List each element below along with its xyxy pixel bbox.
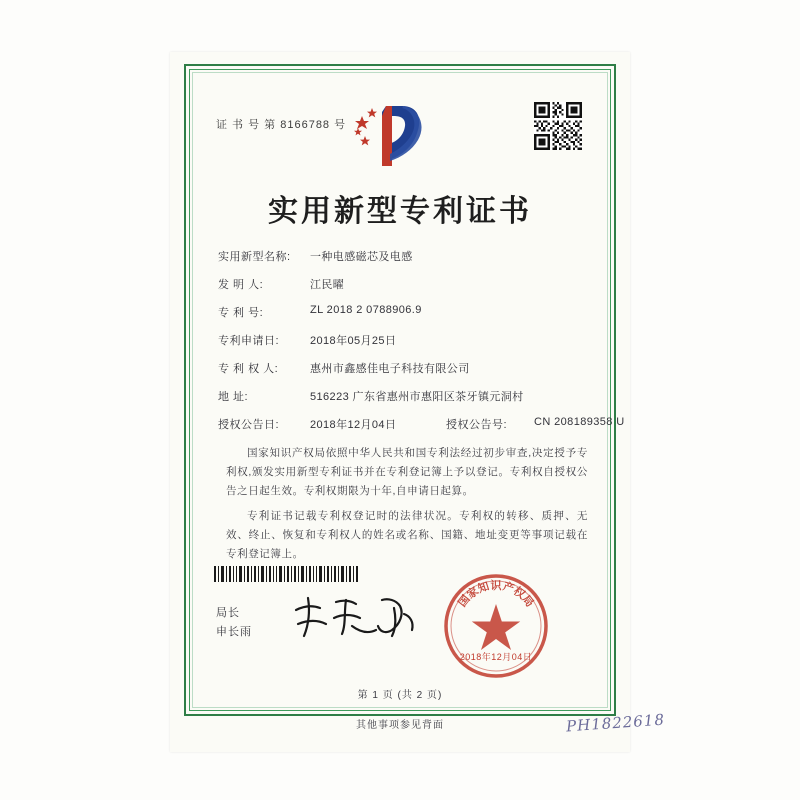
patent-emblem-icon <box>348 100 428 172</box>
certificate-document <box>170 52 630 752</box>
field-row <box>218 388 590 416</box>
corner-ornament-top-right <box>580 64 616 100</box>
page-title: 实用新型专利证书 <box>268 194 532 229</box>
official-seal <box>442 572 550 680</box>
svg-text:国: 国 <box>455 592 473 610</box>
field-label-grant-publication-number: 授权公告号: <box>446 419 508 431</box>
corner-ornament-top-left <box>184 64 220 100</box>
svg-text:产: 产 <box>501 579 516 596</box>
field-row <box>218 248 590 276</box>
signature-name-label: 申长雨 <box>216 626 252 638</box>
field-row <box>218 304 590 332</box>
field-label-patent-number: 专 利 号: <box>218 307 264 319</box>
field-label-utility-model-name: 实用新型名称: <box>218 251 291 263</box>
legal-body-text <box>226 444 588 570</box>
field-label-grant-date: 授权公告日: <box>218 419 280 431</box>
svg-text:局: 局 <box>519 592 537 610</box>
field-value-inventor: 江民曜 <box>310 279 345 291</box>
field-list <box>218 248 625 444</box>
field-row <box>218 276 590 304</box>
qr-code <box>534 102 582 150</box>
svg-text:识: 识 <box>490 579 502 592</box>
legal-paragraph-1: 国家知识产权局依照中华人民共和国专利法经过初步审查,决定授予专利权,颁发实用新型专利证书并在专利登记簿上予以登记。专利权自授权公告之日起生效。专利权期限为十年,自申请日起算。 <box>226 447 588 497</box>
field-label-address: 地 址: <box>218 391 249 403</box>
field-row-grant <box>218 416 625 444</box>
svg-text:知: 知 <box>476 579 491 596</box>
handwritten-annotation: PH1822618 <box>565 710 666 736</box>
field-value-grant-publication-number: CN 208189358 U <box>534 416 625 428</box>
seal-date: 2018年12月04日 <box>459 652 533 662</box>
field-value-grant-date: 2018年12月04日 <box>310 419 397 431</box>
field-label-patentee: 专 利 权 人: <box>218 363 279 375</box>
field-value-patentee: 惠州市鑫感佳电子科技有限公司 <box>310 363 470 375</box>
svg-text:家: 家 <box>464 584 482 602</box>
barcode <box>212 566 362 582</box>
field-row <box>218 332 590 360</box>
field-value-patent-number: ZL 2018 2 0788906.9 <box>310 304 422 316</box>
certificate-number: 证 书 号 第 8166788 号 <box>216 119 347 131</box>
signature-title-label: 局长 <box>216 607 240 619</box>
field-label-inventor: 发 明 人: <box>218 279 264 291</box>
svg-text:权: 权 <box>510 584 528 602</box>
field-value-application-date: 2018年05月25日 <box>310 335 397 347</box>
field-row <box>218 360 590 388</box>
page-number: 第 1 页 (共 2 页) <box>357 690 443 701</box>
handwritten-signature <box>290 592 420 644</box>
field-value-utility-model-name: 一种电感磁芯及电感 <box>310 251 413 263</box>
legal-paragraph-2: 专利证书记载专利权登记时的法律状况。专利权的转移、质押、无效、终止、恢复和专利权人的姓名或名称、国籍、地址变更等事项记载在专利登记簿上。 <box>226 510 588 560</box>
signature-labels <box>216 604 252 642</box>
field-label-application-date: 专利申请日: <box>218 335 280 347</box>
field-value-address: 516223 广东省惠州市惠阳区茶牙镇元洞村 <box>310 391 524 403</box>
backside-note: 其他事项参见背面 <box>356 720 444 731</box>
